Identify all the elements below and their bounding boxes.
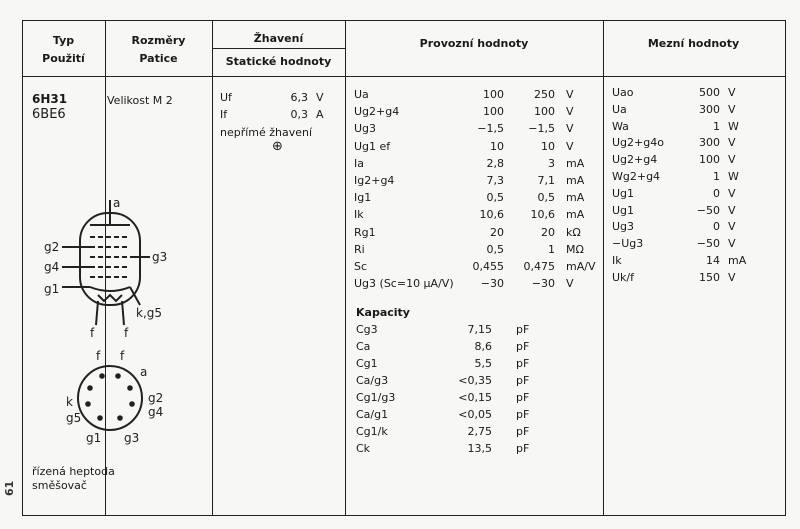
operating-value-2: 3 [548, 156, 555, 170]
operating-unit: mA [566, 174, 585, 187]
operating-unit: V [566, 277, 574, 291]
socket-label-k: k [66, 395, 73, 409]
operating-value-2: 10 [541, 139, 555, 153]
operating-value-2: 20 [541, 225, 555, 239]
socket-pin [115, 373, 121, 379]
header-heating: Žhavení [253, 32, 304, 45]
capacity-unit: pF [516, 391, 530, 404]
capacity-unit: pF [516, 442, 530, 455]
limit-value: 1 [713, 170, 720, 183]
tube-type-2: 6BE6 [32, 107, 66, 122]
capacity-unit: pF [516, 357, 530, 370]
header-type: Typ Použití [42, 34, 85, 65]
limit-unit: V [728, 136, 736, 150]
limit-symbol: Uk/f [612, 270, 634, 284]
limit-symbol: Ug2+g4 [612, 153, 658, 167]
limit-symbol: Uao [612, 86, 634, 99]
limit-value: −50 [696, 203, 720, 217]
limit-unit: W [728, 170, 739, 183]
operating-symbol: Rg1 [354, 225, 376, 239]
operating-symbol: Ri [354, 242, 365, 256]
operating-unit: MΩ [566, 242, 584, 256]
socket-pin [85, 401, 91, 407]
operating-value-2: 250 [534, 88, 555, 101]
heater [98, 295, 122, 301]
operating-symbol: Ia [354, 156, 364, 170]
capacity-value: <0,35 [458, 374, 492, 387]
operating-value-2: 1 [548, 242, 555, 256]
operating-value-1: 100 [483, 88, 504, 101]
limit-value: 1 [713, 119, 720, 133]
capacity-symbol: Ca [356, 340, 371, 353]
operating-unit: mA [566, 191, 585, 205]
capacity-unit: pF [516, 340, 530, 353]
capacity-value: 7,15 [467, 323, 492, 336]
socket-label-g1: g1 [86, 431, 102, 445]
limit-unit: V [728, 237, 736, 251]
limit-unit: mA [728, 254, 747, 267]
capacity-unit: pF [516, 323, 530, 336]
divider [603, 20, 604, 516]
limit-unit: V [728, 186, 736, 200]
tube-size: Velikost M 2 [107, 94, 173, 107]
operating-value-2: −1,5 [528, 122, 555, 136]
limit-value: 300 [699, 102, 720, 116]
heating-symbol-label: If [220, 108, 228, 121]
limit-unit: V [728, 270, 736, 284]
header-limits: Mezní hodnoty [647, 37, 740, 50]
capacity-value: <0,15 [458, 391, 492, 404]
tube-type-1: 6H31 [32, 92, 68, 106]
capacity-unit: pF [516, 408, 530, 421]
capacity-symbol: Ca/g1 [356, 408, 389, 421]
limit-unit: V [728, 203, 736, 217]
socket-diagram [40, 350, 180, 450]
operating-value-1: −1,5 [477, 122, 504, 136]
header-dimensions: Rozměry Patice [131, 34, 186, 65]
heating-note: nepřímé žhavení [220, 126, 313, 139]
page-number: 61 [3, 480, 16, 496]
limit-symbol: Wg2+g4 [612, 170, 661, 183]
label-g3: g3 [152, 250, 168, 264]
socket-label-g5: g5 [66, 411, 82, 425]
capacity-value: 5,5 [474, 357, 492, 370]
capacity-value: 2,75 [467, 425, 492, 438]
socket-label-f2: f [120, 350, 125, 363]
heating-value: 0,3 [290, 108, 308, 121]
header-divider [22, 76, 786, 77]
limit-symbol: Ug2+g4o [612, 136, 664, 150]
socket-label-g4: g4 [148, 405, 164, 419]
operating-symbol: Ug2+g4 [354, 105, 400, 119]
operating-symbol: Ug3 (Sc=10 μA/V) [354, 277, 454, 291]
operating-value-1: 0,5 [486, 242, 504, 256]
socket-label-g3: g3 [124, 431, 140, 445]
operating-symbol: Ua [354, 88, 369, 101]
f-lead-2 [122, 301, 124, 325]
operating-unit: kΩ [566, 225, 581, 239]
socket-pin [117, 415, 123, 421]
header-static-values: Statické hodnoty [225, 55, 332, 68]
capacity-symbol: Ca/g3 [356, 374, 389, 387]
operating-symbol: Ig1 [354, 191, 372, 205]
limit-value: 0 [713, 220, 720, 234]
operating-unit: mA [566, 156, 585, 170]
capacity-symbol: Ck [356, 442, 371, 455]
capacity-symbol: Cg1/k [356, 425, 388, 438]
label-anode: a [113, 196, 121, 210]
heating-symbol-label: Uf [220, 91, 232, 104]
operating-value-2: 7,1 [537, 174, 555, 187]
limit-value: 14 [706, 254, 720, 267]
divider [345, 20, 346, 516]
operating-value-2: −30 [531, 277, 555, 291]
header-subdivider [212, 48, 345, 49]
label-g1: g1 [44, 282, 60, 296]
heating-value: 6,3 [290, 91, 308, 104]
operating-unit: V [566, 139, 574, 153]
capacity-unit: pF [516, 374, 530, 387]
limit-symbol: −Ug3 [612, 237, 644, 251]
capacity-title: Kapacity [356, 306, 410, 319]
operating-value-1: 20 [490, 225, 504, 239]
socket-pin [87, 385, 93, 391]
socket-label-g2: g2 [148, 391, 164, 405]
label-g2: g2 [44, 240, 60, 254]
header-operating: Provozní hodnoty [419, 37, 529, 50]
label-kg5: k,g5 [136, 306, 163, 320]
operating-symbol: Sc [354, 260, 368, 273]
operating-symbol: Ig2+g4 [354, 174, 395, 187]
socket-pin [99, 373, 105, 379]
limit-symbol: Ua [612, 102, 627, 116]
operating-unit: mA/V [566, 260, 596, 273]
operating-unit: V [566, 88, 574, 101]
limit-unit: V [728, 220, 736, 234]
heating-unit: A [316, 108, 324, 121]
limit-value: −50 [696, 237, 720, 251]
operating-value-1: 10,6 [479, 208, 504, 222]
label-f1: f [90, 326, 95, 340]
usage-line-2: směšovač [32, 479, 87, 492]
label-f2: f [124, 326, 129, 340]
usage-line-1: řízená heptoda [32, 465, 115, 478]
socket-label-f1: f [96, 350, 101, 363]
operating-value-2: 0,5 [537, 191, 555, 205]
limit-unit: W [728, 119, 739, 133]
operating-unit: mA [566, 208, 585, 222]
socket-pin [127, 385, 133, 391]
capacity-symbol: Cg1 [356, 357, 378, 370]
capacity-symbol: Cg1/g3 [356, 391, 396, 404]
limit-value: 300 [699, 136, 720, 150]
limit-value: 100 [699, 153, 720, 167]
limit-symbol: Ug1 [612, 186, 635, 200]
operating-unit: V [566, 105, 574, 119]
operating-value-1: 0,5 [486, 191, 504, 205]
capacity-unit: pF [516, 425, 530, 438]
limit-unit: V [728, 86, 736, 99]
operating-value-2: 100 [534, 105, 555, 119]
socket-label-a: a [140, 365, 148, 379]
cathode [90, 287, 130, 291]
operating-value-1: 0,455 [472, 260, 504, 273]
operating-value-1: −30 [480, 277, 504, 291]
limit-symbol: Ik [612, 254, 622, 267]
operating-symbol: Ik [354, 208, 364, 222]
limit-value: 0 [713, 186, 720, 200]
limit-symbol: Ug3 [612, 220, 635, 234]
operating-symbol: Ug1 ef [354, 139, 391, 153]
socket-pin [97, 415, 103, 421]
operating-value-1: 10 [490, 139, 504, 153]
limit-symbol: Ug1 [612, 203, 635, 217]
capacity-value: <0,05 [458, 408, 492, 421]
socket-pin [129, 401, 135, 407]
label-g4: g4 [44, 260, 60, 274]
operating-value-1: 100 [483, 105, 504, 119]
operating-value-1: 7,3 [486, 174, 504, 187]
heating-unit: V [316, 91, 324, 104]
operating-value-2: 10,6 [530, 208, 555, 222]
limit-unit: V [728, 153, 736, 167]
capacity-value: 8,6 [474, 340, 492, 353]
capacity-value: 13,5 [467, 442, 492, 455]
limit-unit: V [728, 102, 736, 116]
operating-value-2: 0,475 [523, 260, 555, 273]
divider [212, 20, 213, 516]
limit-value: 150 [699, 270, 720, 284]
operating-symbol: Ug3 [354, 122, 377, 136]
limit-symbol: Wa [612, 119, 629, 133]
operating-unit: V [566, 122, 574, 136]
heating-symbol: ⊕ [272, 139, 283, 154]
f-lead-1 [96, 301, 98, 325]
capacity-symbol: Cg3 [356, 323, 378, 336]
socket-outline [78, 366, 142, 430]
tube-schematic [40, 195, 180, 345]
operating-value-1: 2,8 [486, 156, 504, 170]
limit-value: 500 [699, 86, 720, 99]
